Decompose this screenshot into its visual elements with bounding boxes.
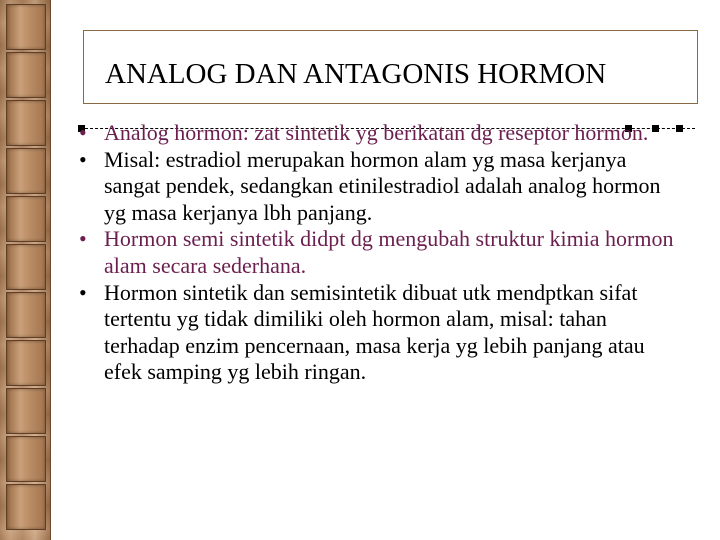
- bullet-list: [74, 120, 684, 386]
- bullet-text: Hormon sintetik dan semisintetik dibuat utk mendptkan sifat tertentu yg tidak dimiliki oleh hormon alam, misal: tahan terhadap enzim pencernaan, masa kerja yg lebih panjang atau efek samping yg lebih ringan.: [104, 279, 645, 385]
- wood-slat: [6, 196, 46, 242]
- wood-slat: [6, 340, 46, 386]
- wood-slat: [6, 436, 46, 482]
- bullet-item: [74, 120, 684, 147]
- wood-left-border: [0, 0, 51, 540]
- slide-title: ANALOG DAN ANTAGONIS HORMON: [105, 58, 607, 90]
- bullet-item: [74, 226, 684, 279]
- bullet-item: [74, 280, 684, 386]
- bullet-item: [74, 147, 684, 227]
- bullet-glyph: •: [79, 279, 87, 305]
- wood-slat: [6, 100, 46, 146]
- wood-slat: [6, 244, 46, 290]
- wood-slat: [6, 388, 46, 434]
- wood-slat: [6, 4, 46, 50]
- bullet-glyph: •: [79, 120, 87, 145]
- wood-slat: [6, 148, 46, 194]
- bullet-glyph: •: [79, 226, 87, 252]
- bullet-text: Misal: estradiol merupakan hormon alam yg masa kerjanya sangat pendek, sedangkan etinilestradiol adalah analog hormon yg masa kerjanya lbh panjang.: [104, 146, 661, 225]
- wood-slat: [6, 484, 46, 530]
- bullet-text: Hormon semi sintetik didpt dg mengubah struktur kimia hormon alam secara sederhana.: [104, 226, 674, 278]
- bullet-text: Analog hormon: zat sintetik yg berikatan dg reseptor hormon.: [104, 120, 649, 145]
- bullet-glyph: •: [79, 146, 87, 172]
- wood-slat: [6, 52, 46, 98]
- wood-slat: [6, 292, 46, 338]
